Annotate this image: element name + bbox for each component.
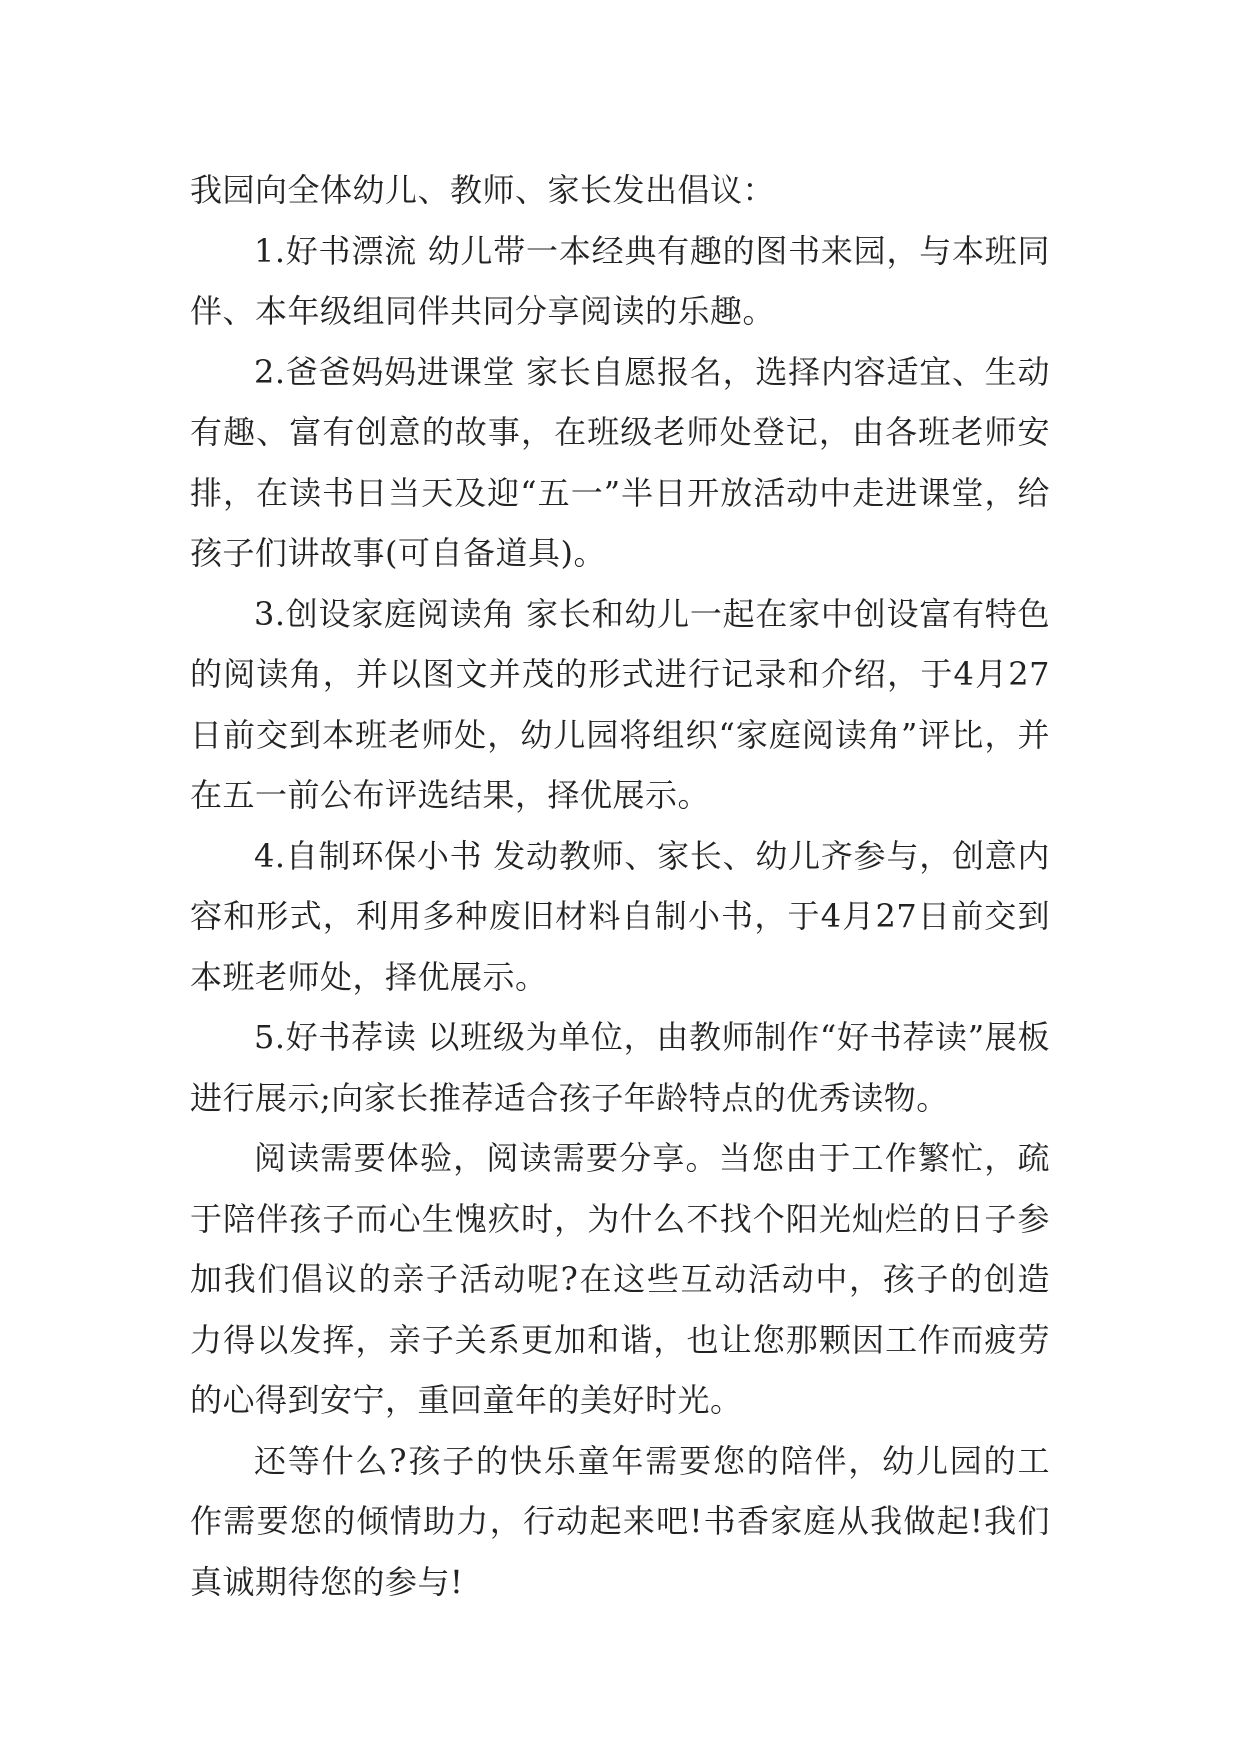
proposal-item-3: 3.创设家庭阅读角 家长和幼儿一起在家中创设富有特色的阅读角，并以图文并茂的形式进行记录和介绍，于4月27日前交到本班老师处，幼儿园将组织“家庭阅读角”评比，并在五一前公布评选结果，择优展示。 bbox=[190, 594, 1050, 814]
proposal-item-4: 4.自制环保小书 发动教师、家长、幼儿齐参与，创意内容和形式，利用多种废旧材料自制小书，于4月27日前交到本班老师处，择优展示。 bbox=[190, 836, 1050, 996]
closing-paragraph: 还等什么?孩子的快乐童年需要您的陪伴，幼儿园的工作需要您的倾情助力，行动起来吧!书香家庭从我做起!我们真诚期待您的参与! bbox=[190, 1441, 1050, 1601]
proposal-item-2: 2.爸爸妈妈进课堂 家长自愿报名，选择内容适宜、生动有趣、富有创意的故事，在班级老师处登记，由各班老师安排，在读书日当天及迎“五一”半日开放活动中走进课堂，给孩子们讲故事(可自备道具)。 bbox=[190, 352, 1050, 572]
document-body bbox=[190, 160, 1050, 1612]
proposal-item-5: 5.好书荐读 以班级为单位，由教师制作“好书荐读”展板进行展示;向家长推荐适合孩子年龄特点的优秀读物。 bbox=[190, 1018, 1050, 1117]
reading-benefits-paragraph: 阅读需要体验，阅读需要分享。当您由于工作繁忙，疏于陪伴孩子而心生愧疚时，为什么不找个阳光灿烂的日子参加我们倡议的亲子活动呢?在这些互动活动中，孩子的创造力得以发挥，亲子关系更加和谐，也让您那颗因工作而疲劳的心得到安宁，重回童年的美好时光。 bbox=[190, 1139, 1050, 1419]
proposal-item-1: 1.好书漂流 幼儿带一本经典有趣的图书来园，与本班同伴、本年级组同伴共同分享阅读的乐趣。 bbox=[190, 231, 1050, 330]
intro-paragraph: 我园向全体幼儿、教师、家长发出倡议： bbox=[190, 171, 776, 209]
